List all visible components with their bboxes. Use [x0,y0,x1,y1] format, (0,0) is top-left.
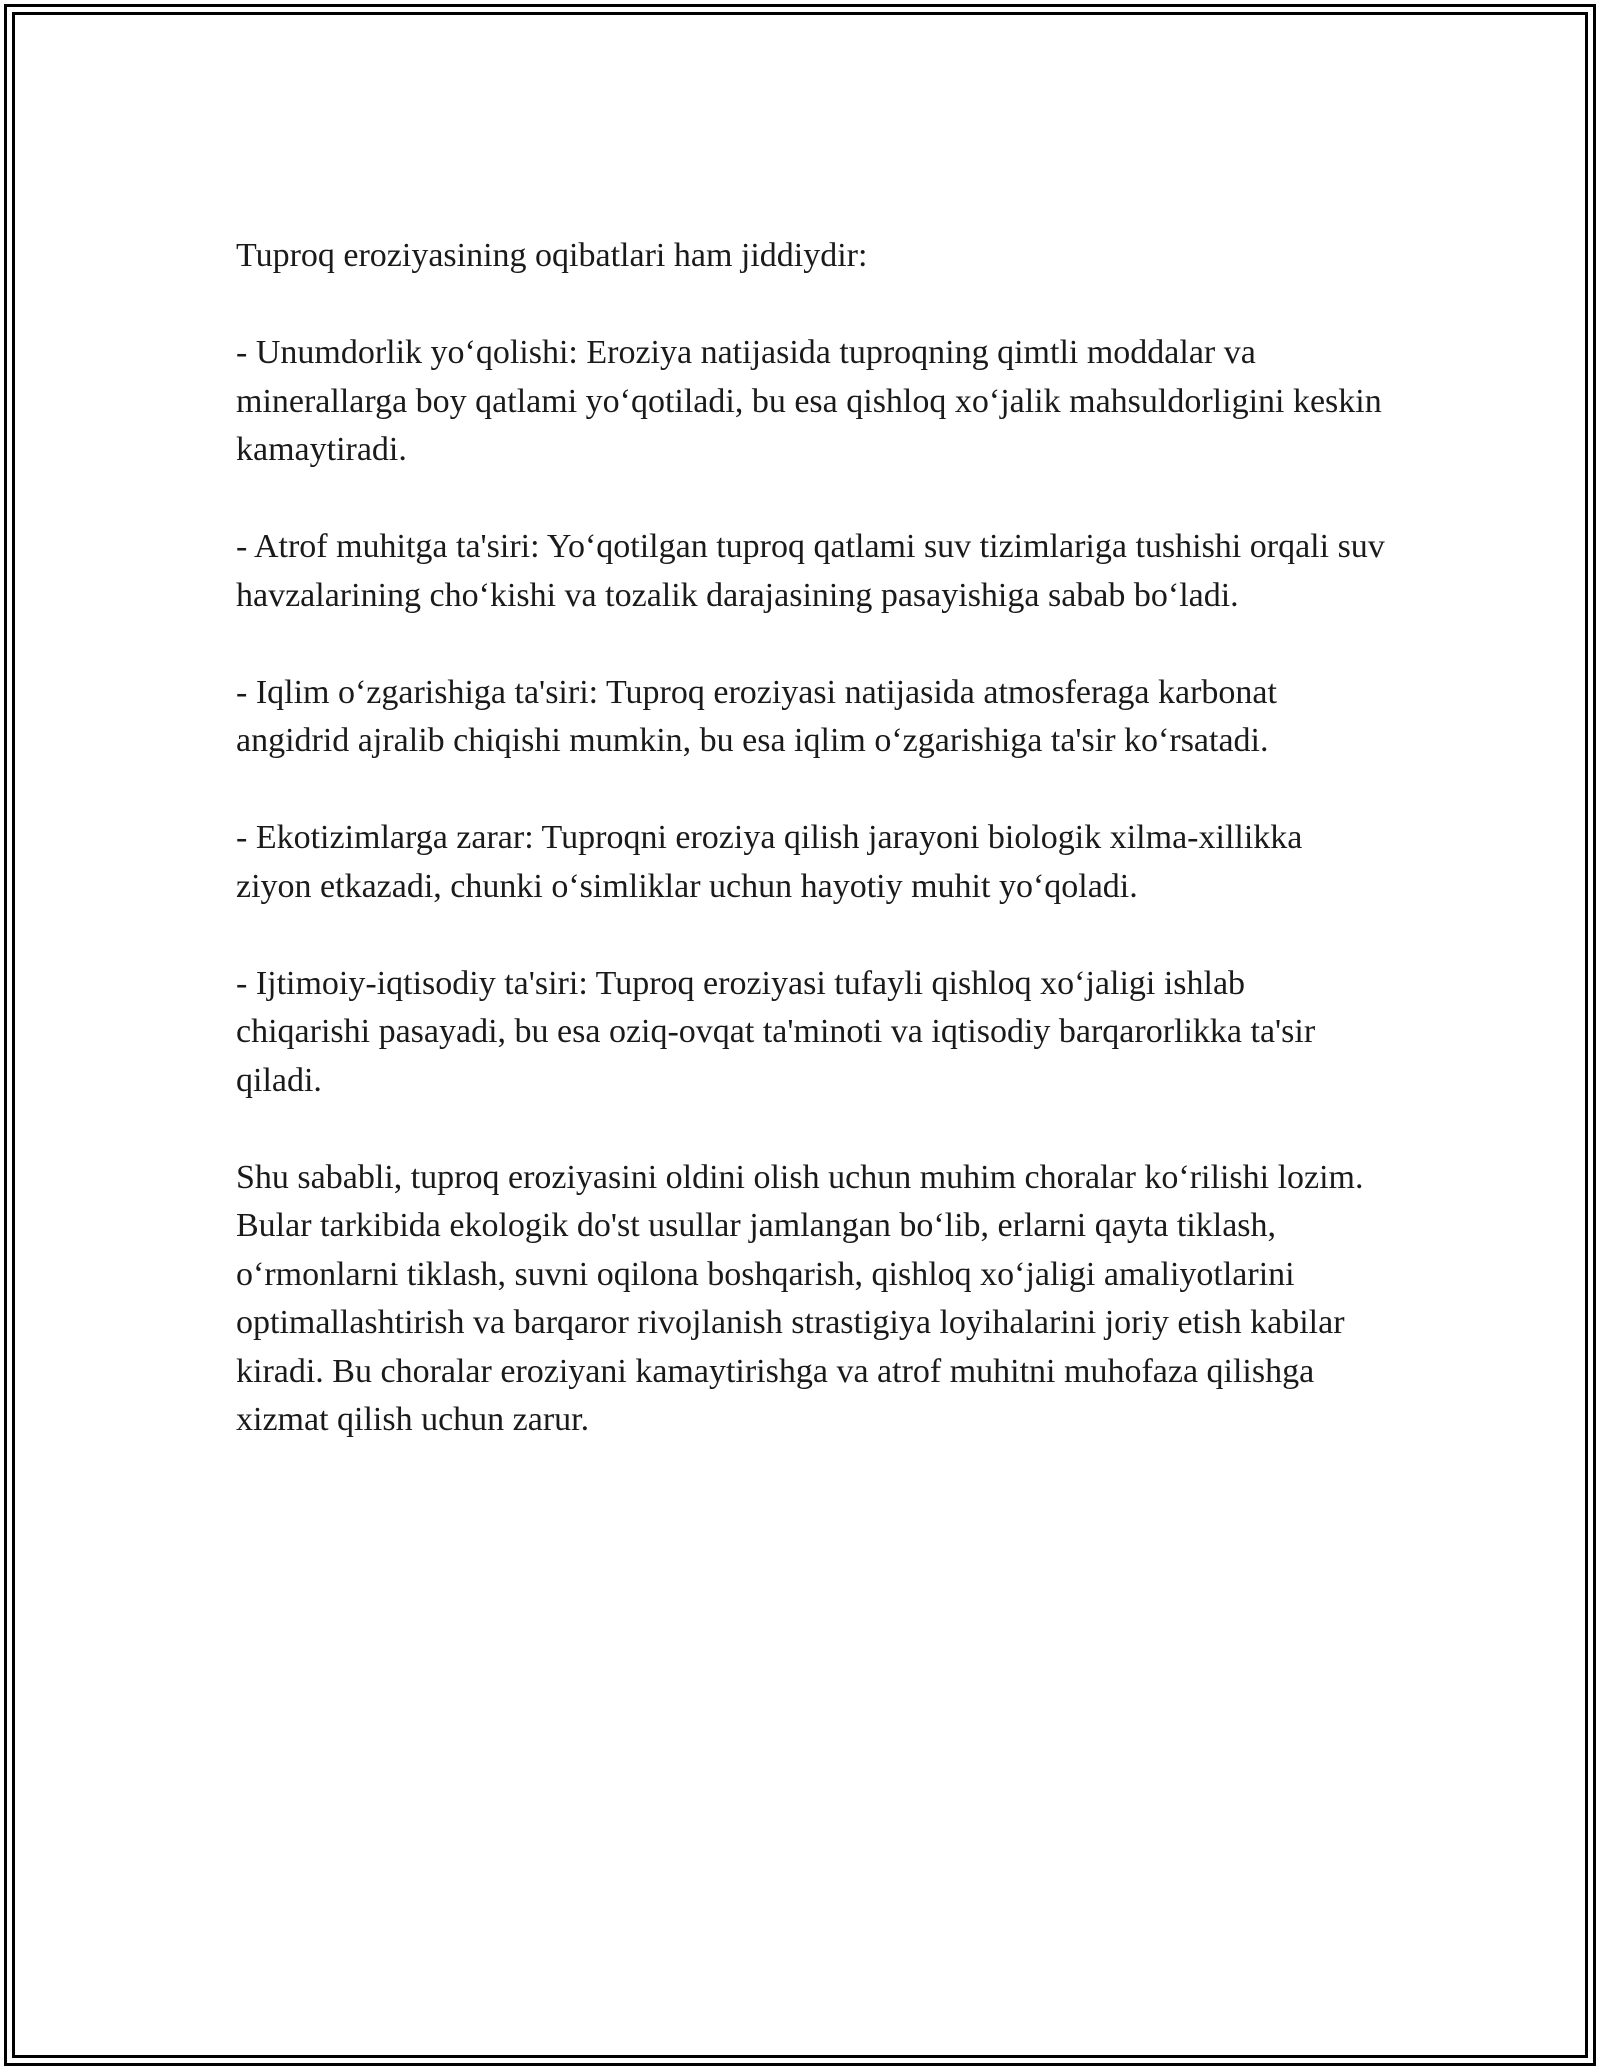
document-body [236,232,1386,1445]
list-item-environment-impact: - Atrof muhitga ta'siri: Yo‘qotilgan tuproq qatlami suv tizimlariga tushishi orqali suv havzalarining cho‘kishi va tozalik darajasining pasayishiga sabab bo‘ladi. [236,528,1385,614]
list-item-socioeconomic-impact: - Ijtimoiy-iqtisodiy ta'siri: Tuproq eroziyasi tufayli qishloq xo‘jaligi ishlab chiqarishi pasayadi, bu esa oziq-ovqat ta'minoti va iqtisodiy barqarorlikka ta'sir qiladi. [236,964,1316,1099]
list-item-fertility-loss: - Unumdorlik yo‘qolishi: Eroziya natijasida tuproqning qimtli moddalar va minerallarga boy qatlami yo‘qotiladi, bu esa qishloq xo‘jalik mahsuldorligini keskin kamaytiradi. [236,334,1382,468]
list-item-ecosystem-damage: - Ekotizimlarga zarar: Tuproqni eroziya qilish jarayoni biologik xilma-xillikka ziyon etkazadi, chunki o‘simliklar uchun hayotiy muhit yo‘qoladi. [236,819,1303,905]
list-item-climate-impact: - Iqlim o‘zgarishiga ta'siri: Tuproq eroziyasi natijasida atmosferaga karbonat angidrid ajralib chiqishi mumkin, bu esa iqlim o‘zgarishiga ta'sir ko‘rsatadi. [236,673,1277,759]
intro-paragraph: Tuproq eroziyasining oqibatlari ham jiddiydir: [236,237,868,274]
conclusion-paragraph: Shu sababli, tuproq eroziyasini oldini olish uchun muhim choralar ko‘rilishi lozim. Bular tarkibida ekologik do'st usullar jamlangan bo‘lib, erlarni qayta tiklash, o‘rmonlarni tiklash, suvni oqilona boshqarish, qishloq xo‘jaligi amaliyotlarini optimallashtirish va barqaror rivojlanish strastigiya loyihalarini joriy etish kabilar kiradi. Bu choralar eroziyani kamaytirishga va atrof muhitni muhofaza qilishga xizmat qilish uchun zarur. [236,1158,1364,1438]
